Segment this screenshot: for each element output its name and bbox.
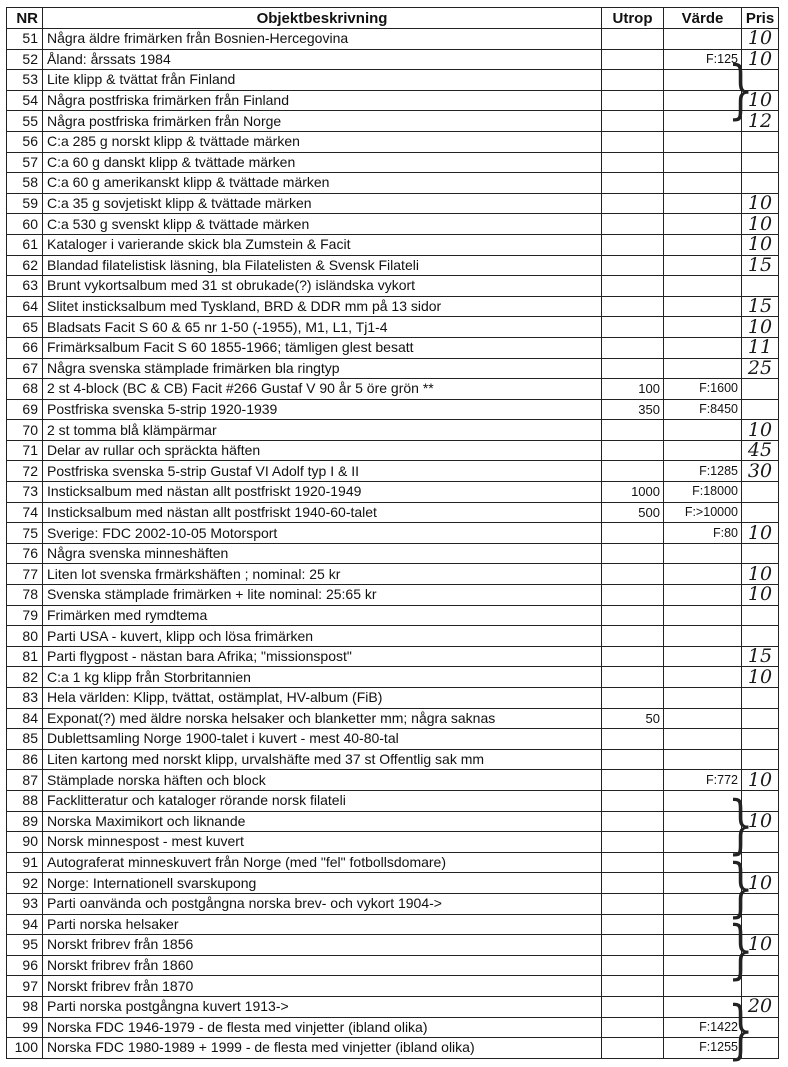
lot-utrop bbox=[602, 749, 664, 770]
lot-description: Postfriska svenska 5-strip 1920-1939 bbox=[43, 399, 602, 420]
table-row bbox=[7, 49, 779, 70]
lot-pris bbox=[742, 399, 779, 420]
lot-utrop bbox=[602, 893, 664, 914]
table-row bbox=[7, 173, 779, 194]
lot-description: Några äldre frimärken från Bosnien-Hercegovina bbox=[43, 29, 602, 50]
lot-utrop bbox=[602, 914, 664, 935]
lot-number: 57 bbox=[7, 152, 43, 173]
lot-number: 91 bbox=[7, 852, 43, 873]
lot-varde bbox=[664, 358, 742, 379]
lot-description: Sverige: FDC 2002-10-05 Motorsport bbox=[43, 523, 602, 544]
lot-utrop bbox=[602, 358, 664, 379]
lot-varde: F:1255 bbox=[664, 1038, 742, 1059]
lot-number: 84 bbox=[7, 708, 43, 729]
lot-utrop bbox=[602, 111, 664, 132]
table-row bbox=[7, 379, 779, 400]
lot-pris: 10 bbox=[742, 873, 779, 894]
lot-utrop bbox=[602, 811, 664, 832]
lot-number: 94 bbox=[7, 914, 43, 935]
table-row bbox=[7, 1038, 779, 1059]
lot-number: 96 bbox=[7, 955, 43, 976]
lot-description: Liten lot svenska frmärkshäften ; nominal: 25 kr bbox=[43, 564, 602, 585]
lot-table bbox=[6, 7, 779, 1059]
table-row bbox=[7, 193, 779, 214]
lot-utrop: 350 bbox=[602, 399, 664, 420]
table-row bbox=[7, 996, 779, 1017]
table-row bbox=[7, 605, 779, 626]
lot-utrop bbox=[602, 131, 664, 152]
lot-pris bbox=[742, 605, 779, 626]
lot-number: 90 bbox=[7, 832, 43, 853]
lot-utrop bbox=[602, 1017, 664, 1038]
lot-pris: 10 bbox=[742, 564, 779, 585]
lot-varde bbox=[664, 543, 742, 564]
lot-varde bbox=[664, 214, 742, 235]
lot-description: Liten kartong med norskt klipp, urvalshäfte med 37 st Offentlig sak mm bbox=[43, 749, 602, 770]
lot-utrop: 50 bbox=[602, 708, 664, 729]
lot-description: Några svenska minneshäften bbox=[43, 543, 602, 564]
lot-varde bbox=[664, 708, 742, 729]
lot-number: 80 bbox=[7, 626, 43, 647]
table-row bbox=[7, 811, 779, 832]
lot-varde bbox=[664, 296, 742, 317]
lot-pris: 10 bbox=[742, 811, 779, 832]
lot-number: 85 bbox=[7, 729, 43, 750]
lot-varde bbox=[664, 131, 742, 152]
lot-description: Några postfriska frimärken från Norge bbox=[43, 111, 602, 132]
lot-number: 58 bbox=[7, 173, 43, 194]
lot-utrop bbox=[602, 1038, 664, 1059]
lot-utrop bbox=[602, 49, 664, 70]
lot-utrop bbox=[602, 873, 664, 894]
lot-number: 73 bbox=[7, 482, 43, 503]
lot-utrop bbox=[602, 90, 664, 111]
lot-description: Insticksalbum med nästan allt postfriskt 1920-1949 bbox=[43, 482, 602, 503]
lot-utrop bbox=[602, 935, 664, 956]
table-row bbox=[7, 667, 779, 688]
lot-utrop bbox=[602, 296, 664, 317]
lot-utrop bbox=[602, 173, 664, 194]
lot-number: 99 bbox=[7, 1017, 43, 1038]
table-row bbox=[7, 317, 779, 338]
lot-description: Norska FDC 1946-1979 - de flesta med vinjetter (ibland olika) bbox=[43, 1017, 602, 1038]
lot-description: Åland: årssats 1984 bbox=[43, 49, 602, 70]
table-row bbox=[7, 131, 779, 152]
lot-varde bbox=[664, 420, 742, 441]
lot-pris bbox=[742, 708, 779, 729]
lot-varde bbox=[664, 337, 742, 358]
lot-utrop bbox=[602, 152, 664, 173]
lot-number: 74 bbox=[7, 502, 43, 523]
lot-utrop bbox=[602, 585, 664, 606]
lot-utrop bbox=[602, 337, 664, 358]
lot-utrop bbox=[602, 193, 664, 214]
lot-description: Norska FDC 1980-1989 + 1999 - de flesta med vinjetter (ibland olika) bbox=[43, 1038, 602, 1059]
brace-mark: } bbox=[728, 851, 754, 925]
lot-description: Frimärksalbum Facit S 60 1855-1966; tämligen glest besatt bbox=[43, 337, 602, 358]
lot-description: Insticksalbum med nästan allt postfriskt 1940-60-talet bbox=[43, 502, 602, 523]
table-row bbox=[7, 955, 779, 976]
lot-number: 79 bbox=[7, 605, 43, 626]
lot-description: Parti norska postgångna kuvert 1913-> bbox=[43, 996, 602, 1017]
lot-pris: 10 bbox=[742, 585, 779, 606]
lot-pris: 15 bbox=[742, 296, 779, 317]
lot-varde: F:80 bbox=[664, 523, 742, 544]
table-row bbox=[7, 420, 779, 441]
brace-mark: } bbox=[728, 53, 754, 127]
lot-number: 95 bbox=[7, 935, 43, 956]
lot-description: 2 st 4-block (BC & CB) Facit #266 Gustaf V 90 år 5 öre grön ** bbox=[43, 379, 602, 400]
lot-utrop: 1000 bbox=[602, 482, 664, 503]
lot-pris bbox=[742, 543, 779, 564]
lot-number: 52 bbox=[7, 49, 43, 70]
lot-number: 59 bbox=[7, 193, 43, 214]
lot-number: 98 bbox=[7, 996, 43, 1017]
lot-pris bbox=[742, 502, 779, 523]
lot-varde bbox=[664, 585, 742, 606]
lot-utrop bbox=[602, 543, 664, 564]
lot-number: 72 bbox=[7, 461, 43, 482]
table-row bbox=[7, 543, 779, 564]
lot-pris: 10 bbox=[742, 29, 779, 50]
lot-varde: F:8450 bbox=[664, 399, 742, 420]
lot-description: Hela världen: Klipp, tvättat, ostämplat, HV-album (FiB) bbox=[43, 688, 602, 709]
lot-number: 97 bbox=[7, 976, 43, 997]
lot-pris: 10 bbox=[742, 193, 779, 214]
table-row bbox=[7, 790, 779, 811]
table-row bbox=[7, 214, 779, 235]
table-row bbox=[7, 935, 779, 956]
lot-description: C:a 285 g norskt klipp & tvättade märken bbox=[43, 131, 602, 152]
lot-description: C:a 35 g sovjetiskt klipp & tvättade märken bbox=[43, 193, 602, 214]
lot-description: Kataloger i varierande skick bla Zumstein & Facit bbox=[43, 234, 602, 255]
lot-pris bbox=[742, 379, 779, 400]
lot-description: Frimärken med rymdtema bbox=[43, 605, 602, 626]
lot-varde bbox=[664, 646, 742, 667]
lot-description: C:a 60 g danskt klipp & tvättade märken bbox=[43, 152, 602, 173]
table-row bbox=[7, 1017, 779, 1038]
lot-pris: 10 bbox=[742, 234, 779, 255]
lot-description: Slitet insticksalbum med Tyskland, BRD & DDR mm på 13 sidor bbox=[43, 296, 602, 317]
lot-description: Lite klipp & tvättat från Finland bbox=[43, 70, 602, 91]
lot-description: C:a 1 kg klipp från Storbritannien bbox=[43, 667, 602, 688]
lot-varde bbox=[664, 173, 742, 194]
brace-mark: } bbox=[728, 993, 754, 1067]
lot-utrop bbox=[602, 729, 664, 750]
lot-utrop bbox=[602, 29, 664, 50]
lot-description: Norskt fribrev från 1870 bbox=[43, 976, 602, 997]
table-row bbox=[7, 358, 779, 379]
lot-description: Norge: Internationell svarskupong bbox=[43, 873, 602, 894]
lot-number: 54 bbox=[7, 90, 43, 111]
table-row bbox=[7, 873, 779, 894]
table-row bbox=[7, 646, 779, 667]
lot-utrop bbox=[602, 667, 664, 688]
table-row bbox=[7, 111, 779, 132]
lot-utrop bbox=[602, 852, 664, 873]
lot-description: Norskt fribrev från 1860 bbox=[43, 955, 602, 976]
lot-number: 62 bbox=[7, 255, 43, 276]
lot-varde bbox=[664, 667, 742, 688]
lot-pris: 10 bbox=[742, 49, 779, 70]
lot-pris: 10 bbox=[742, 317, 779, 338]
lot-description: Parti oanvända och postgångna norska brev- och vykort 1904-> bbox=[43, 893, 602, 914]
lot-pris: 11 bbox=[742, 337, 779, 358]
table-row bbox=[7, 29, 779, 50]
lot-varde bbox=[664, 749, 742, 770]
lot-description: Parti norska helsaker bbox=[43, 914, 602, 935]
lot-number: 68 bbox=[7, 379, 43, 400]
table-row bbox=[7, 626, 779, 647]
lot-utrop bbox=[602, 214, 664, 235]
lot-pris: 10 bbox=[742, 214, 779, 235]
lot-description: Norsk minnespost - mest kuvert bbox=[43, 832, 602, 853]
table-row bbox=[7, 399, 779, 420]
lot-description: C:a 60 g amerikanskt klipp & tvättade märken bbox=[43, 173, 602, 194]
header-row bbox=[7, 8, 779, 29]
lot-number: 92 bbox=[7, 873, 43, 894]
lot-pris bbox=[742, 626, 779, 647]
table-row bbox=[7, 90, 779, 111]
lot-pris bbox=[742, 131, 779, 152]
table-row bbox=[7, 234, 779, 255]
lot-number: 71 bbox=[7, 440, 43, 461]
lot-number: 65 bbox=[7, 317, 43, 338]
lot-varde bbox=[664, 276, 742, 297]
lot-pris bbox=[742, 749, 779, 770]
lot-utrop bbox=[602, 564, 664, 585]
table-row bbox=[7, 832, 779, 853]
table-row bbox=[7, 70, 779, 91]
lot-number: 82 bbox=[7, 667, 43, 688]
header-varde: Värde bbox=[664, 8, 742, 29]
lot-pris: 25 bbox=[742, 358, 779, 379]
lot-varde bbox=[664, 152, 742, 173]
lot-pris bbox=[742, 173, 779, 194]
header-description: Objektbeskrivning bbox=[43, 8, 602, 29]
lot-varde bbox=[664, 193, 742, 214]
brace-mark: } bbox=[728, 913, 754, 987]
lot-pris: 10 bbox=[742, 935, 779, 956]
lot-utrop bbox=[602, 234, 664, 255]
table-row bbox=[7, 770, 779, 791]
lot-pris: 12 bbox=[742, 111, 779, 132]
lot-utrop bbox=[602, 255, 664, 276]
lot-number: 70 bbox=[7, 420, 43, 441]
lot-utrop bbox=[602, 770, 664, 791]
lot-pris bbox=[742, 276, 779, 297]
lot-utrop bbox=[602, 688, 664, 709]
lot-number: 64 bbox=[7, 296, 43, 317]
lot-number: 76 bbox=[7, 543, 43, 564]
header-utrop: Utrop bbox=[602, 8, 664, 29]
table-row bbox=[7, 564, 779, 585]
lot-varde: F:1285 bbox=[664, 461, 742, 482]
lot-utrop bbox=[602, 832, 664, 853]
table-row bbox=[7, 440, 779, 461]
lot-varde: F:1422 bbox=[664, 1017, 742, 1038]
table-row bbox=[7, 708, 779, 729]
lot-varde: F:>10000 bbox=[664, 502, 742, 523]
lot-description: Autograferat minneskuvert från Norge (med "fel" fotbollsdomare) bbox=[43, 852, 602, 873]
lot-description: Norska Maximikort och liknande bbox=[43, 811, 602, 832]
lot-utrop bbox=[602, 646, 664, 667]
lot-varde bbox=[664, 234, 742, 255]
lot-number: 93 bbox=[7, 893, 43, 914]
lot-number: 63 bbox=[7, 276, 43, 297]
lot-number: 66 bbox=[7, 337, 43, 358]
lot-pris bbox=[742, 729, 779, 750]
lot-description: Blandad filatelistisk läsning, bla Filatelisten & Svensk Filateli bbox=[43, 255, 602, 276]
lot-description: Facklitteratur och kataloger rörande norsk filateli bbox=[43, 790, 602, 811]
lot-utrop bbox=[602, 317, 664, 338]
lot-varde bbox=[664, 255, 742, 276]
lot-number: 89 bbox=[7, 811, 43, 832]
lot-description: Postfriska svenska 5-strip Gustaf VI Adolf typ I & II bbox=[43, 461, 602, 482]
lot-number: 53 bbox=[7, 70, 43, 91]
table-row bbox=[7, 523, 779, 544]
lot-pris: 10 bbox=[742, 420, 779, 441]
lot-utrop: 500 bbox=[602, 502, 664, 523]
lot-number: 88 bbox=[7, 790, 43, 811]
table-row bbox=[7, 461, 779, 482]
lot-number: 78 bbox=[7, 585, 43, 606]
lot-varde: F:125 bbox=[664, 49, 742, 70]
lot-pris bbox=[742, 688, 779, 709]
lot-description: Bladsats Facit S 60 & 65 nr 1-50 (-1955), M1, L1, Tj1-4 bbox=[43, 317, 602, 338]
lot-description: Parti flygpost - nästan bara Afrika; "missionspost" bbox=[43, 646, 602, 667]
lot-number: 61 bbox=[7, 234, 43, 255]
lot-description: Dublettsamling Norge 1900-talet i kuvert - mest 40-80-tal bbox=[43, 729, 602, 750]
lot-utrop bbox=[602, 440, 664, 461]
lot-pris: 45 bbox=[742, 440, 779, 461]
lot-number: 60 bbox=[7, 214, 43, 235]
lot-number: 69 bbox=[7, 399, 43, 420]
lot-description: Norskt fribrev från 1856 bbox=[43, 935, 602, 956]
lot-number: 75 bbox=[7, 523, 43, 544]
lot-number: 77 bbox=[7, 564, 43, 585]
table-row bbox=[7, 585, 779, 606]
lot-utrop bbox=[602, 605, 664, 626]
auction-lot-list bbox=[6, 7, 778, 1059]
brace-mark: } bbox=[728, 788, 754, 862]
table-row bbox=[7, 502, 779, 523]
lot-description: Stämplade norska häften och block bbox=[43, 770, 602, 791]
lot-varde: F:1600 bbox=[664, 379, 742, 400]
lot-utrop bbox=[602, 996, 664, 1017]
lot-description: Exponat(?) med äldre norska helsaker och blanketter mm; några saknas bbox=[43, 708, 602, 729]
header-pris: Pris bbox=[742, 8, 779, 29]
lot-varde bbox=[664, 729, 742, 750]
lot-varde bbox=[664, 605, 742, 626]
lot-number: 56 bbox=[7, 131, 43, 152]
lot-number: 87 bbox=[7, 770, 43, 791]
lot-number: 67 bbox=[7, 358, 43, 379]
table-row bbox=[7, 852, 779, 873]
lot-number: 100 bbox=[7, 1038, 43, 1059]
lot-utrop bbox=[602, 976, 664, 997]
lot-pris: 10 bbox=[742, 770, 779, 791]
table-row bbox=[7, 276, 779, 297]
lot-pris: 10 bbox=[742, 523, 779, 544]
table-row bbox=[7, 914, 779, 935]
lot-description: Brunt vykortsalbum med 31 st obrukade(?) isländska vykort bbox=[43, 276, 602, 297]
table-row bbox=[7, 893, 779, 914]
lot-pris bbox=[742, 482, 779, 503]
lot-pris: 30 bbox=[742, 461, 779, 482]
lot-description: Parti USA - kuvert, klipp och lösa frimärken bbox=[43, 626, 602, 647]
lot-pris: 15 bbox=[742, 255, 779, 276]
lot-pris bbox=[742, 152, 779, 173]
lot-pris: 10 bbox=[742, 90, 779, 111]
lot-number: 55 bbox=[7, 111, 43, 132]
lot-varde bbox=[664, 29, 742, 50]
table-row bbox=[7, 152, 779, 173]
lot-description: Några postfriska frimärken från Finland bbox=[43, 90, 602, 111]
lot-varde bbox=[664, 626, 742, 647]
lot-varde: F:772 bbox=[664, 770, 742, 791]
lot-utrop bbox=[602, 523, 664, 544]
lot-number: 83 bbox=[7, 688, 43, 709]
lot-varde bbox=[664, 564, 742, 585]
table-row bbox=[7, 976, 779, 997]
lot-description: 2 st tomma blå klämpärmar bbox=[43, 420, 602, 441]
lot-number: 81 bbox=[7, 646, 43, 667]
table-row bbox=[7, 749, 779, 770]
lot-pris: 20 bbox=[742, 996, 779, 1017]
lot-varde: F:18000 bbox=[664, 482, 742, 503]
header-nr: NR bbox=[7, 8, 43, 29]
lot-varde bbox=[664, 688, 742, 709]
table-row bbox=[7, 482, 779, 503]
lot-number: 86 bbox=[7, 749, 43, 770]
lot-utrop: 100 bbox=[602, 379, 664, 400]
lot-utrop bbox=[602, 955, 664, 976]
table-row bbox=[7, 729, 779, 750]
lot-number: 51 bbox=[7, 29, 43, 50]
table-row bbox=[7, 337, 779, 358]
lot-utrop bbox=[602, 626, 664, 647]
lot-varde bbox=[664, 440, 742, 461]
lot-utrop bbox=[602, 461, 664, 482]
lot-utrop bbox=[602, 790, 664, 811]
table-row bbox=[7, 688, 779, 709]
lot-varde bbox=[664, 317, 742, 338]
lot-pris: 10 bbox=[742, 667, 779, 688]
lot-description: Några svenska stämplade frimärken bla ringtyp bbox=[43, 358, 602, 379]
lot-description: C:a 530 g svenskt klipp & tvättade märken bbox=[43, 214, 602, 235]
lot-pris: 15 bbox=[742, 646, 779, 667]
lot-description: Delar av rullar och spräckta häften bbox=[43, 440, 602, 461]
table-row bbox=[7, 296, 779, 317]
lot-utrop bbox=[602, 70, 664, 91]
lot-utrop bbox=[602, 420, 664, 441]
lot-utrop bbox=[602, 276, 664, 297]
table-row bbox=[7, 255, 779, 276]
lot-description: Svenska stämplade frimärken + lite nominal: 25:65 kr bbox=[43, 585, 602, 606]
